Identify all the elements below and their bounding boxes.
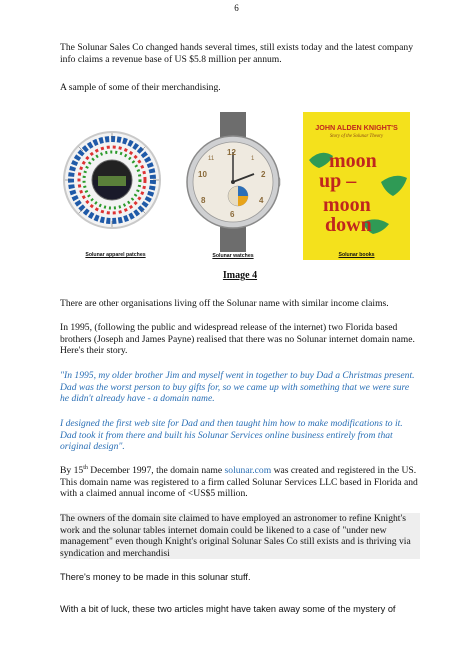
paragraph-owners: The owners of the domain site claimed to have employed an astronomer to refine Knight's work and the solunar tables internet domain could be likened to a case of "under new management" even though Knight's original Solunar Sales Co still exists and is thriving via syndication and merchandisi: [60, 513, 420, 559]
patch-caption: Solunar apparel patches: [85, 252, 146, 258]
para5-superscript: th: [83, 464, 88, 471]
watch-numeral-4: 4: [259, 196, 264, 205]
book-title-line-1: moon: [329, 150, 377, 172]
solunar-watch-illustration: [180, 112, 286, 252]
book-author: JOHN ALDEN KNIGHT'S: [315, 123, 398, 132]
watch-caption: Solunar watches: [212, 253, 254, 259]
book-title-line-2: up –: [319, 170, 357, 192]
watch-figure: [180, 112, 286, 262]
paragraph-payne-brothers: In 1995, (following the public and widespread release of the internet) two Florida based brothers (Joseph and James Payne) realised that there was no Solunar internet domain name. Here's their story.: [60, 322, 415, 357]
watch-numeral-12: 12: [227, 148, 236, 157]
paragraph-closing: With a bit of luck, these two articles might have taken away some of the mystery of: [60, 604, 396, 614]
paragraph-domain-registration: [60, 465, 420, 500]
quote-christmas-present: "In 1995, my older brother Jim and myself went in together to buy Dad a Christmas present. Dad was the worst person to buy gifts for, so we came up with something that we were sure he didn't already have - a domain name.: [60, 370, 415, 405]
watch-numeral-8: 8: [201, 196, 206, 205]
para5-text-a: By 15: [60, 465, 84, 476]
patch-figure: [58, 124, 171, 258]
para5-text-b: December 1997, the domain name: [87, 465, 225, 476]
book-title-line-3: moon: [323, 194, 371, 216]
page-number: 6: [234, 3, 239, 13]
watch-numeral-2: 2: [261, 170, 266, 179]
solunar-link[interactable]: solunar.com: [224, 465, 272, 476]
image-title: Image 4: [222, 270, 258, 281]
watch-numeral-10: 10: [198, 170, 207, 179]
book-title-line-4: down: [325, 214, 372, 236]
book-caption: Solunar books: [338, 252, 375, 258]
quote-web-site: I designed the first web site for Dad and then taught him how to make modifications to it. Dad took it from there and built his Solunar Services online business entirely from that original design".: [60, 418, 403, 453]
watch-numeral-11: 11: [208, 156, 215, 162]
paragraph-revenue: The Solunar Sales Co changed hands several times, still exists today and the latest company info claims a revenue base of US $5.8 million per annum.: [60, 42, 414, 65]
book-figure: [303, 112, 410, 260]
paragraph-merch-intro: A sample of some of their merchandising.: [60, 82, 221, 93]
paragraph-other-orgs: There are other organisations living off the Solunar name with similar income claims.: [60, 298, 389, 309]
solunar-patch-illustration: [58, 124, 171, 242]
watch-numeral-6: 6: [230, 210, 235, 219]
para5-text-c: was created and registered in the US. This domain name was registered to a firm called Solunar Services LLC based in Florida and with a claimed annual income of <US$5 million.: [60, 465, 418, 500]
paragraph-money: There's money to be made in this solunar stuff.: [60, 572, 251, 582]
book-subtitle: Story of the Solunar Theory: [329, 134, 384, 139]
watch-numeral-1: 1: [251, 156, 255, 162]
